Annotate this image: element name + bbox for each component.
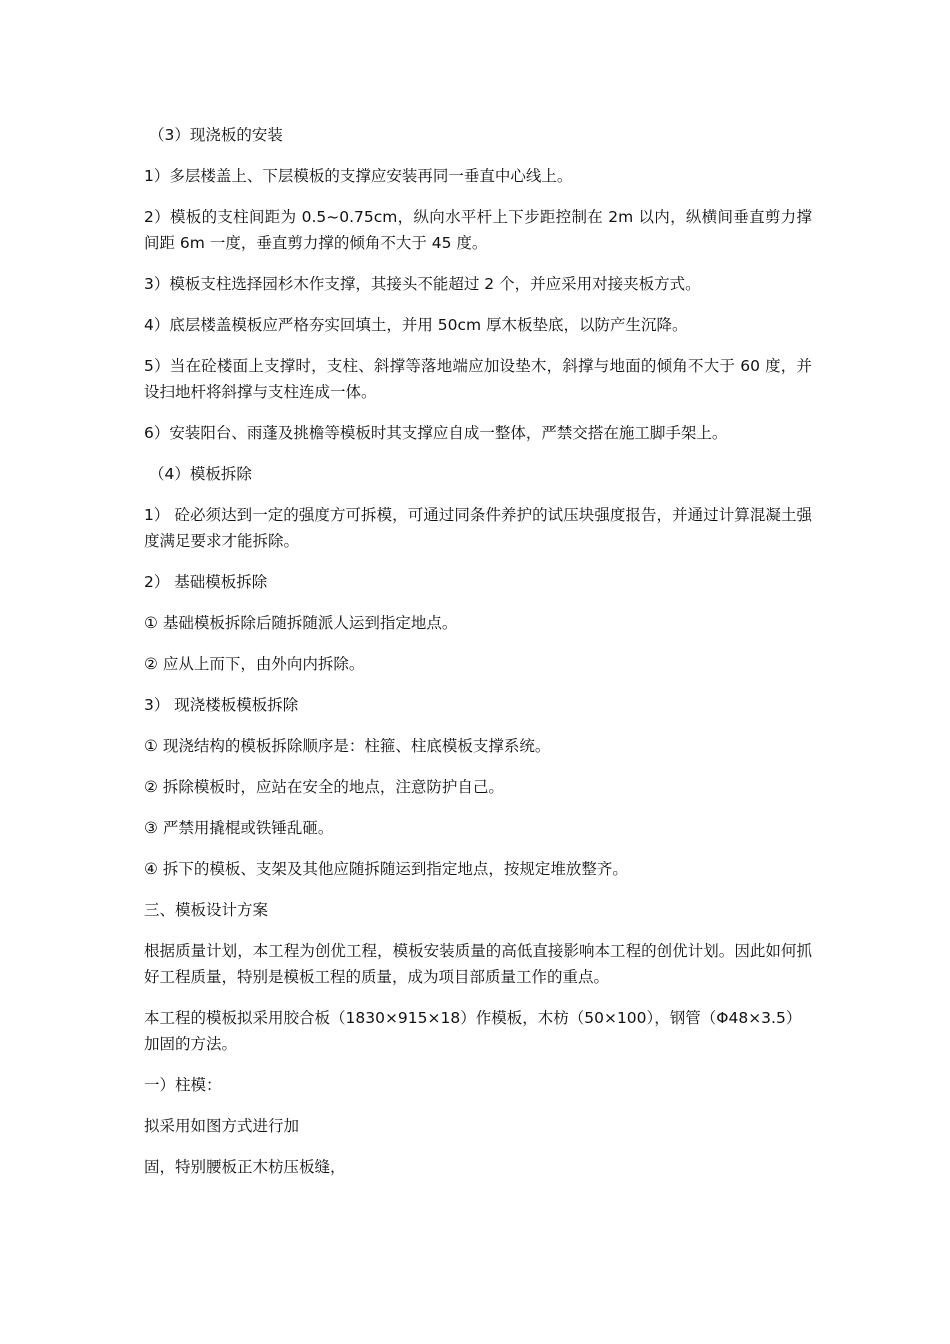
paragraph-item: 5）当在砼楼面上支撑时，支柱、斜撑等落地端应加设垫木，斜撑与地面的倾角不大于 60 度，并设扫地杆将斜撑与支柱连成一体。 — [144, 357, 812, 401]
paragraph-item: 2）模板的支柱间距为 0.5~0.75cm，纵向水平杆上下步距控制在 2m 以内，纵横间垂直剪力撑间距 6m 一度，垂直剪力撑的倾角不大于 45 度。 — [144, 208, 812, 252]
section-heading-formwork-removal: （4）模板拆除 — [149, 465, 252, 483]
paragraph-item: 3）模板支柱选择园杉木作支撑，其接头不能超过 2 个，并应采用对接夹板方式。 — [144, 275, 701, 293]
paragraph-item: 本工程的模板拟采用胶合板（1830×915×18）作模板，木枋（50×100），钢管（Φ48×3.5）加固的方法。 — [144, 1009, 802, 1053]
paragraph-item: 1）多层楼盖上、下层模板的支撑应安装再同一垂直中心线上。 — [144, 167, 573, 185]
subheading-column-formwork: 一）柱模： — [144, 1076, 222, 1094]
paragraph-item: 1） 砼必须达到一定的强度方可拆模，可通过同条件养护的试压块强度报告，并通过计算混凝土强度满足要求才能拆除。 — [144, 506, 812, 550]
paragraph-item: 固，特别腰板正木枋压板缝， — [144, 1158, 346, 1176]
subheading-slab-removal: 3） 现浇楼板模板拆除 — [144, 696, 299, 714]
subheading-foundation-removal: 2） 基础模板拆除 — [144, 573, 268, 591]
list-item: ④ 拆下的模板、支架及其他应随拆随运到指定地点，按规定堆放整齐。 — [144, 860, 628, 878]
list-item: ③ 严禁用撬棍或铁锤乱砸。 — [144, 819, 334, 837]
paragraph-item: 根据质量计划，本工程为创优工程，模板安装质量的高低直接影响本工程的创优计划。因此如何抓好工程质量，特别是模板工程的质量，成为项目部质量工作的重点。 — [144, 942, 812, 986]
paragraph-item: 4）底层楼盖模板应严格夯实回填土，并用 50cm 厚木板垫底，以防产生沉降。 — [144, 316, 688, 334]
paragraph-item: 拟采用如图方式进行加 — [144, 1117, 300, 1135]
list-item: ① 基础模板拆除后随拆随派人运到指定地点。 — [144, 614, 458, 632]
list-item: ② 应从上而下，由外向内拆除。 — [144, 655, 365, 673]
list-item: ① 现浇结构的模板拆除顺序是：柱箍、柱底模板支撑系统。 — [144, 737, 551, 755]
document-body — [144, 122, 812, 1195]
section-heading-slab-install: （3）现浇板的安装 — [149, 126, 283, 144]
section-heading-design-plan: 三、模板设计方案 — [144, 901, 269, 919]
paragraph-item: 6）安装阳台、雨蓬及挑檐等模板时其支撑应自成一整体，严禁交搭在施工脚手架上。 — [144, 424, 728, 442]
list-item: ② 拆除模板时，应站在安全的地点，注意防护自己。 — [144, 778, 504, 796]
